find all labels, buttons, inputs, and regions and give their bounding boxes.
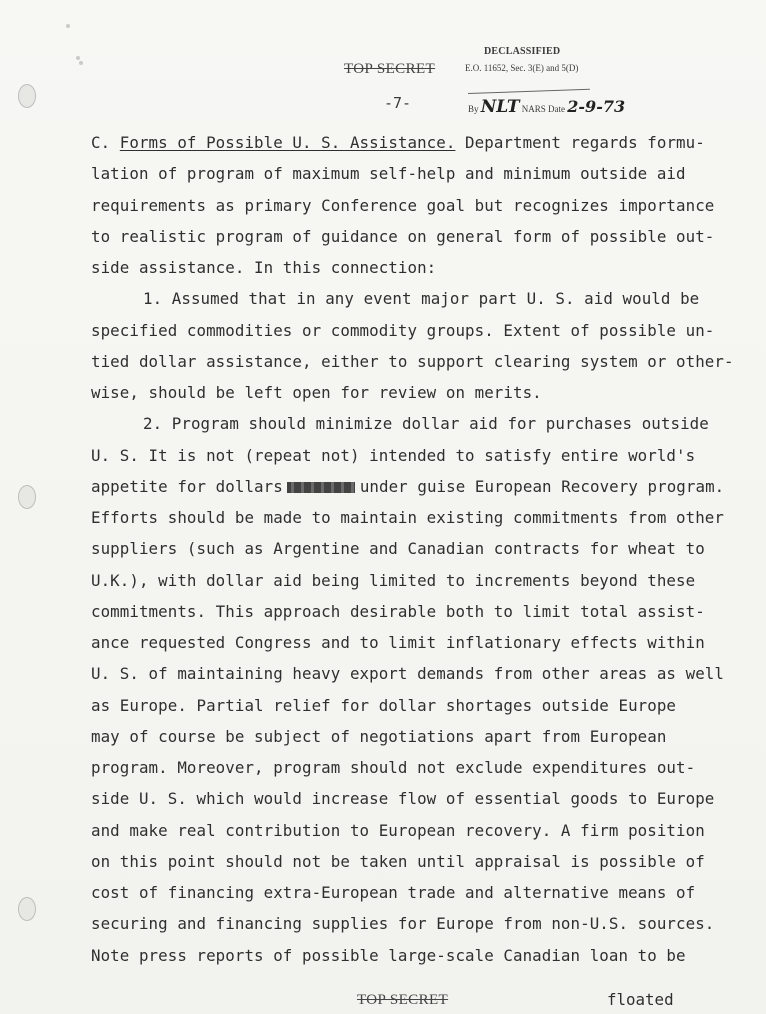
body-line: securing and financing supplies for Europe from non-U.S. sources.	[91, 914, 715, 934]
body-line: requirements as primary Conference goal but recognizes importance	[91, 195, 715, 215]
body-line: wise, should be left open for review on merits.	[91, 383, 542, 402]
document-body	[91, 127, 738, 971]
declassified-by-label: By	[468, 104, 479, 114]
body-line: Note press reports of possible large-scale Canadian loan to be	[91, 945, 686, 965]
section-heading: C. Forms of Possible U. S. Assistance.	[91, 133, 456, 152]
body-line: Efforts should be made to maintain existing commitments from other	[91, 508, 724, 527]
redaction-mark	[287, 482, 355, 493]
body-line: 2. Program should minimize dollar aid for purchases outside	[143, 414, 709, 434]
body-line: ance requested Congress and to limit inflationary effects within	[91, 633, 705, 652]
body-line: side U. S. which would increase flow of essential goods to Europe	[91, 789, 715, 809]
body-line: to realistic program of guidance on general form of possible out-	[91, 226, 715, 246]
body-line: cost of financing extra-European trade and alternative means of	[91, 883, 696, 902]
catchword: floated	[607, 990, 674, 1009]
paper-speck	[79, 61, 83, 65]
declassified-authority-line: E.O. 11652, Sec. 3(E) and 5(D)	[465, 63, 579, 73]
body-line: as Europe. Partial relief for dollar shortages outside Europe	[91, 695, 677, 715]
redaction-prefix: appetite for dollars	[91, 476, 283, 496]
declassified-date-value: 2-9-73	[567, 97, 626, 116]
body-line: lation of program of maximum self-help and minimum outside aid	[91, 164, 686, 184]
paper-speck	[66, 24, 70, 28]
body-line-with-redaction	[91, 471, 738, 502]
body-line	[91, 127, 738, 158]
punch-hole	[18, 84, 36, 108]
punch-hole	[18, 485, 36, 509]
body-line: specified commodities or commodity groups. Extent of possible un-	[91, 320, 715, 340]
body-line: program. Moreover, program should not exclude expenditures out-	[91, 758, 696, 777]
page-number: -7-	[384, 94, 412, 112]
declassified-review-line	[468, 97, 625, 117]
top-secret-header: TOP SECRET	[344, 61, 436, 77]
redaction-suffix: under guise European Recovery program.	[359, 476, 725, 496]
body-line: commitments. This approach desirable both to limit total assist-	[91, 601, 705, 621]
body-line: U. S. It is not (repeat not) intended to satisfy entire world's	[91, 445, 696, 465]
body-line: suppliers (such as Argentine and Canadian contracts for wheat to	[91, 539, 705, 559]
punch-hole	[18, 897, 36, 921]
body-line: and make real contribution to European recovery. A firm position	[91, 820, 705, 840]
body-line: tied dollar assistance, either to support clearing system or other-	[91, 351, 734, 371]
body-line: U.K.), with dollar aid being limited to increments beyond these	[91, 570, 696, 590]
declassified-by-value: NLT	[480, 97, 520, 117]
body-line: U. S. of maintaining heavy export demands from other areas as well	[91, 664, 724, 684]
paper-speck	[76, 56, 80, 60]
declassified-nars-label: NARS Date	[521, 104, 566, 114]
declassified-stamp-rule	[468, 89, 590, 94]
declassified-stamp-title: DECLASSIFIED	[484, 46, 561, 57]
top-secret-footer: TOP SECRET	[357, 992, 449, 1008]
body-line: on this point should not be taken until appraisal is possible of	[91, 851, 705, 871]
section-heading-rest: Department regards formu-	[465, 133, 705, 152]
body-line: side assistance. In this connection:	[91, 258, 437, 277]
body-line: may of course be subject of negotiations apart from European	[91, 726, 667, 746]
body-line: 1. Assumed that in any event major part U. S. aid would be	[143, 289, 700, 309]
